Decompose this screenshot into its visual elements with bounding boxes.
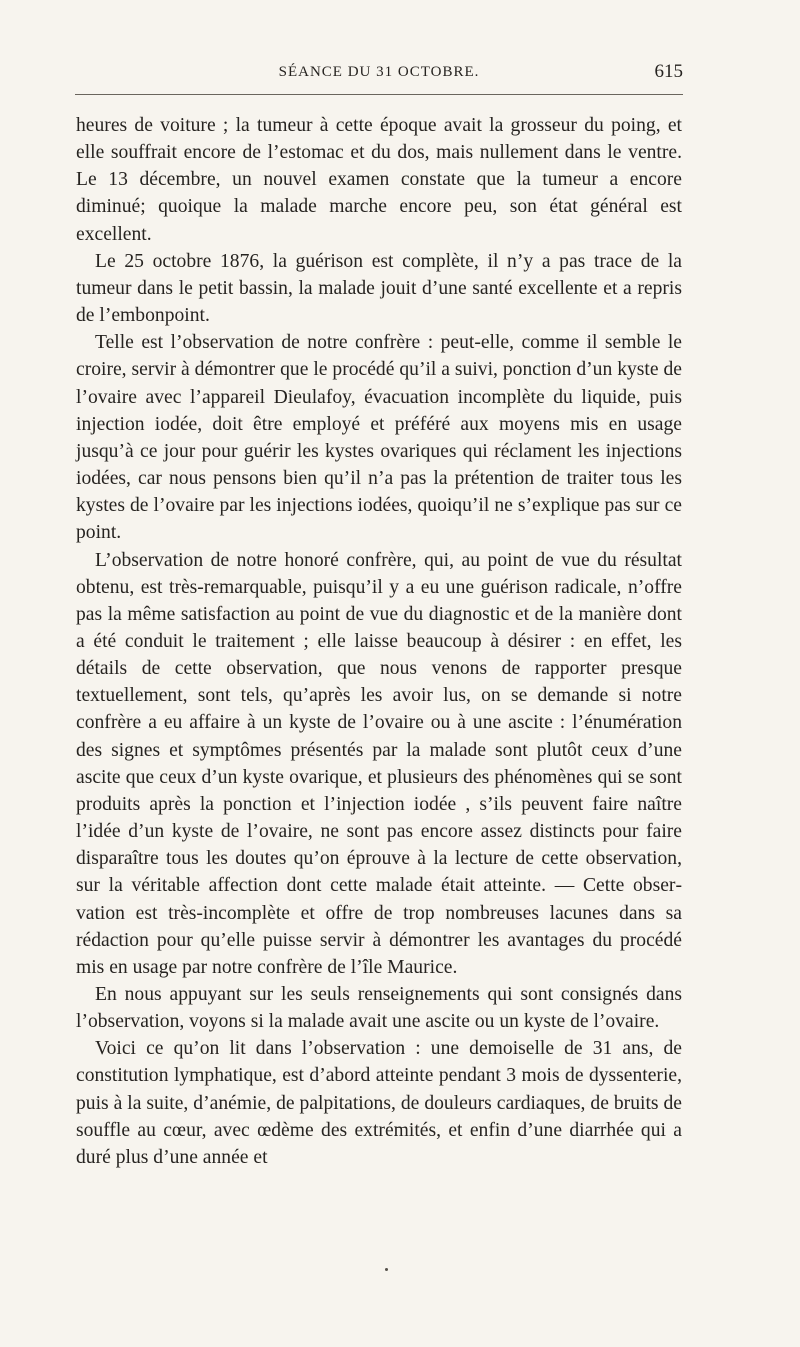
- header-rule: [75, 94, 683, 95]
- paragraph-2: Le 25 octobre 1876, la guérison est complète, il n’y a pas trace de la tumeur dans le petit bassin, la malade jouit d’une santé excellente et a repris de l’embonpoint.: [76, 250, 682, 327]
- paragraph-6: Voici ce qu’on lit dans l’observation : une demoiselle de 31 ans, de constitution lymphatique, est d’abord atteinte pendant 3 mois de dyssenterie, puis à la suite, d’anémie, de palpitations, de douleurs cardiaques, de bruits de souffle au cœur, avec œdème des extrémités, et enfin d’une diarrhée qui a duré plus d’une année et: [76, 1038, 682, 1168]
- body-text: [76, 112, 682, 1171]
- ink-speck: [385, 1268, 388, 1271]
- paragraph-5: En nous appuyant sur les seuls renseignements qui sont consignés dans l’observation, voyons si la malade avait une ascite ou un kyste de l’ovaire.: [76, 984, 682, 1033]
- page-number: 615: [654, 61, 683, 82]
- paragraph-3: Telle est l’observation de notre confrère : peut-elle, comme il semble le croire, servir à démontrer que le procédé qu’il a suivi, ponction d’un kyste de l’ovaire avec l’appareil Dieulafoy, évacuation incomplète du liquide, puis injection iodée, doit être employé et préféré aux moyens mis en usage jusqu’à ce jour pour guérir les kystes ovariques qui réclament les injections iodées, car nous pensons bien qu’il n’a pas la prétention de traiter tous les kystes de l’ovaire par les injections iodées, quoiqu’il ne s’explique pas sur ce point.: [76, 332, 682, 544]
- paragraph-4: L’observation de notre honoré confrère, qui, au point de vue du résultat obtenu, est très-remarquable, puisqu’il y a eu une guérison radicale, n’offre pas la même satisfaction au point de vue du diagnostic et de la manière dont a été conduit le traitement ; elle laisse beaucoup à désirer : en effet, les détails de cette observation, que nous venons de rapporter presque textuellement, sont tels, qu’après les avoir lus, on se demande si notre confrère a eu affaire à un kyste de l’ovaire ou à une ascite : l’énumération des signes et symptômes présentés par la malade sont plutôt ceux d’une ascite que ceux d’un kyste ovarique, et plusieurs des phénomènes qui se sont produits après la ponction et l’injection iodée , s’ils peuvent faire naître l’idée d’un kyste de l’ovaire, ne sont pas encore assez distincts pour faire disparaître tous les doutes qu’on éprouve à la lecture de cette observation, sur la véritable affection dont cette malade était atteinte. — Cette observation est très-incomplète et offre de trop nombreuses lacunes dans sa rédaction pour qu’elle puisse servir à démontrer les avantages du procédé mis en usage par notre confrère de l’île Maurice.: [76, 549, 682, 978]
- page-header: [75, 58, 683, 86]
- running-head: SÉANCE DU 31 OCTOBRE.: [278, 64, 480, 80]
- paragraph-1: heures de voiture ; la tumeur à cette époque avait la grosseur du poing, et elle souffrait encore de l’estomac et du dos, mais nullement dans le ventre. Le 13 décembre, un nouvel examen constate que la tumeur a encore diminué; quoique la malade marche encore peu, son état général est excellent.: [76, 115, 682, 245]
